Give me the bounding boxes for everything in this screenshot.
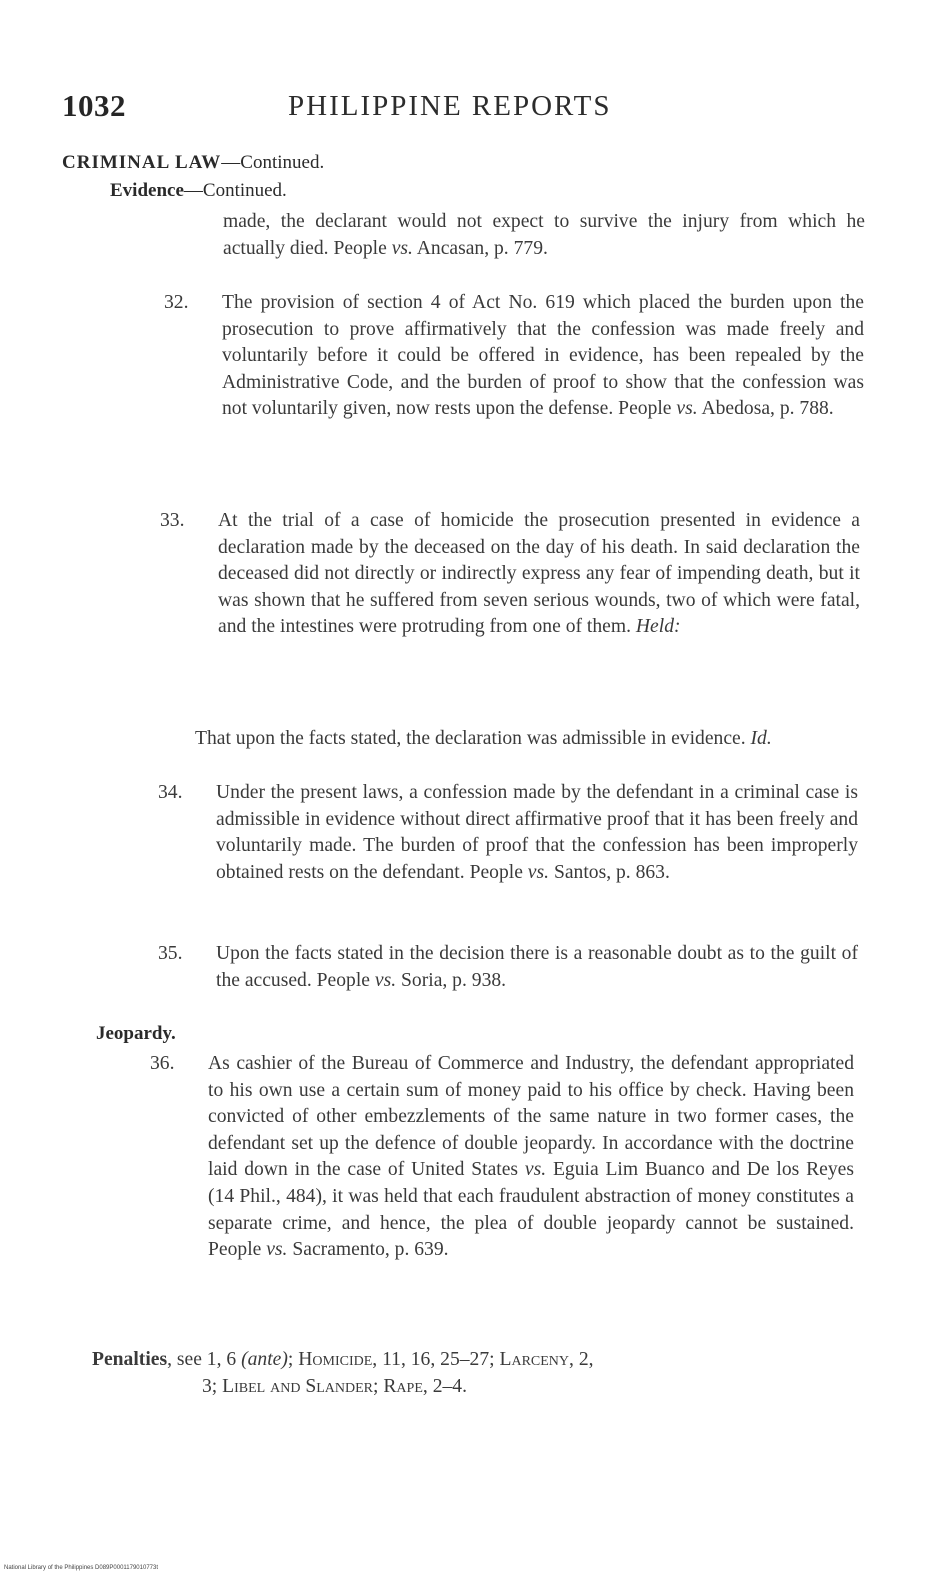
- penalties-text: , 2,: [569, 1349, 594, 1370]
- paragraph-text: That upon the facts stated, the declaration was admissible in evidence.: [195, 728, 746, 749]
- penalties-label: Penalties: [92, 1349, 168, 1370]
- penalties-text: 3;: [202, 1375, 223, 1397]
- penalties-text: , 2–4.: [422, 1375, 467, 1397]
- footer-watermark: National Library of the Philippines D089P0001179010773t: [4, 1565, 158, 1571]
- paragraph-text-cont: Eguia Lim Buanco and De los Reyes (14 Phil., 484), it was held that each fraudulent abstraction of money constitutes a separate crime, and hence, the plea of double jeopardy cannot be sustained.: [208, 1159, 854, 1234]
- citation-party: People: [208, 1239, 262, 1261]
- citation-vs: vs.: [676, 398, 698, 420]
- list-item-35: [158, 941, 858, 994]
- paragraph-text: Upon the facts stated in the decision there is a reasonable doubt as to the guilt of the accused.: [216, 943, 858, 991]
- cross-ref-rape: Rape: [383, 1375, 423, 1397]
- citation-vs: vs.: [374, 969, 397, 991]
- paragraph-text: At the trial of a case of homicide the prosecution presented in evidence a declaration made by the deceased on the day of his death. In said declaration the deceased did not directly or indirectly express any fear of impending death, but it was shown that he suffered from seven serious wounds, two of which were fatal, and the intestines were protruding from one of them.: [218, 510, 860, 638]
- cross-ref-homicide: Homicide: [298, 1349, 373, 1370]
- citation-id: Id.: [750, 728, 772, 749]
- citation-party: People: [469, 861, 523, 883]
- citation-party: People: [333, 237, 387, 259]
- item-number: 34.: [158, 782, 183, 803]
- item-number: 32.: [164, 292, 189, 313]
- jeopardy-heading: Jeopardy.: [96, 1023, 176, 1044]
- citation-case: Ancasan, p. 779.: [416, 237, 548, 259]
- continued-paragraph: [223, 209, 865, 262]
- penalties-text: ;: [373, 1375, 384, 1397]
- section-heading: [62, 152, 324, 174]
- section-heading-label: CRIMINAL LAW: [62, 152, 222, 173]
- citation-case: Sacramento, p. 639.: [292, 1239, 449, 1261]
- penalties-entry: [92, 1347, 852, 1400]
- penalties-text: ;: [287, 1349, 299, 1370]
- page-header: [62, 88, 662, 132]
- citation-vs: vs.: [524, 1159, 547, 1181]
- citation-vs: vs.: [266, 1239, 288, 1261]
- list-item-36: [150, 1051, 854, 1264]
- cross-ref-larceny: Larceny: [499, 1349, 570, 1370]
- section-heading-suffix: —Continued.: [221, 152, 325, 173]
- citation-case: Santos, p. 863.: [553, 861, 670, 883]
- citation-vs: vs.: [391, 237, 413, 259]
- held-paragraph: [195, 726, 860, 753]
- item-number: 35.: [158, 943, 183, 964]
- penalties-text: , 11, 16, 25–27;: [372, 1349, 500, 1370]
- penalties-text: , see 1, 6: [167, 1349, 237, 1370]
- citation-case: Abedosa, p. 788.: [701, 398, 834, 420]
- subheading-label: Evidence: [110, 180, 184, 201]
- citation-party: People: [316, 969, 370, 991]
- penalties-line-2: [92, 1374, 852, 1401]
- list-item-33: [160, 508, 860, 641]
- ante-ref: (ante): [241, 1349, 288, 1370]
- page-number: 1032: [62, 88, 126, 123]
- subheading-suffix: —Continued.: [183, 180, 287, 201]
- paragraph-text: made, the declarant would not expect to survive the injury from which he actually died.: [223, 211, 865, 259]
- citation-vs: vs.: [527, 861, 550, 883]
- list-item-32: [164, 290, 864, 423]
- paragraph-text: The provision of section 4 of Act No. 619 which placed the burden upon the prosecution to prove affirmatively that the confession was made freely and voluntarily before it could be offered in evidence, has been repealed by the Administrative Code, and the burden of proof to show that the confession was not voluntarily given, now rests upon the defense.: [222, 292, 864, 420]
- subheading-evidence: [110, 180, 287, 202]
- paragraph-text: Under the present laws, a confession made by the defendant in a criminal case is admissible in evidence without direct affirmative proof that it has been freely and voluntarily made. The burden of proof that the confession has been improperly obtained rests on the defendant.: [216, 782, 858, 883]
- cross-ref-libel: Libel and Slander: [222, 1375, 374, 1397]
- paragraph-text: As cashier of the Bureau of Commerce and Industry, the defendant appropriated to his own use a certain sum of money paid to his office by check. Having been convicted of other embezzlements of the same nature in two former cases, the defendant set up the defence of double jeopardy. In accordance with the doctrine laid down in the case of United States: [208, 1053, 854, 1181]
- item-number: 36.: [150, 1053, 175, 1074]
- citation-case: Soria, p. 938.: [401, 969, 507, 991]
- held-label: Held:: [635, 616, 681, 638]
- citation-party: People: [618, 398, 672, 420]
- item-number: 33.: [160, 510, 185, 531]
- list-item-34: [158, 780, 858, 886]
- running-title: PHILIPPINE REPORTS: [288, 90, 612, 122]
